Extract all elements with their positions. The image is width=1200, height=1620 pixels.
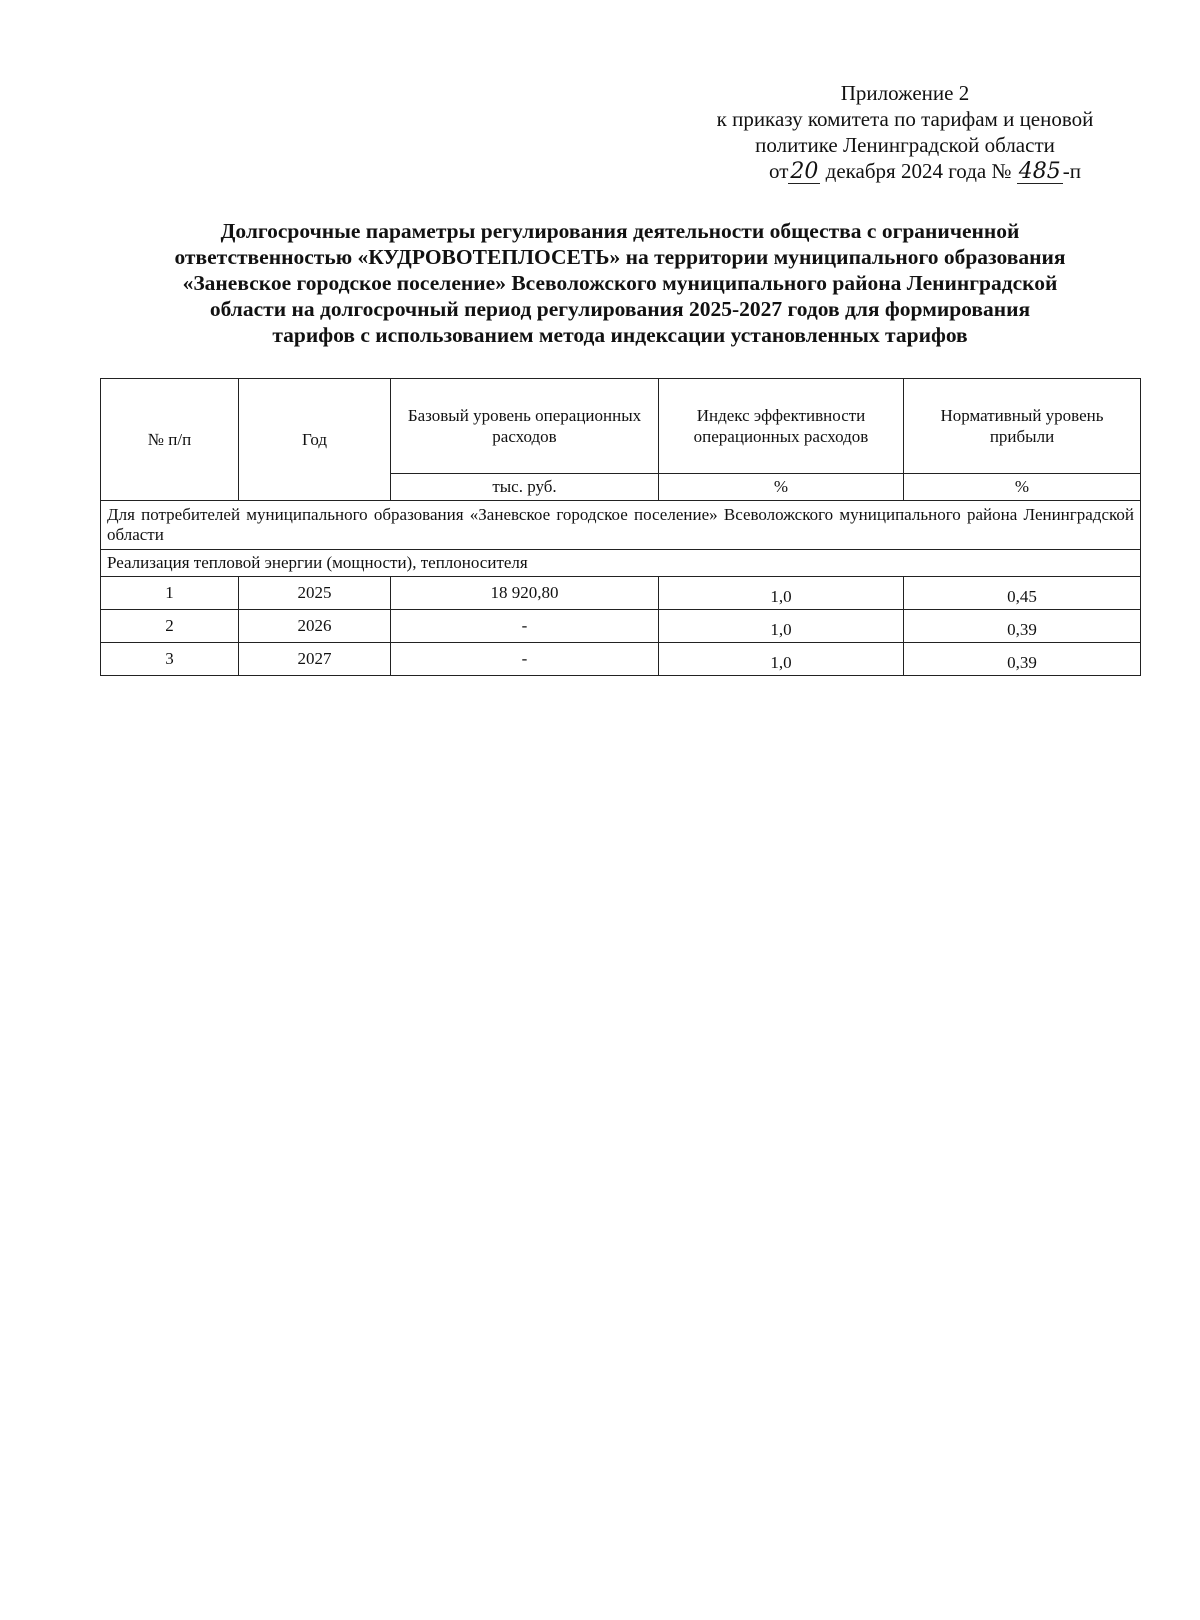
column-header-profit-level: Нормативный уровень прибыли	[904, 379, 1141, 474]
title-line: ответственностью «КУДРОВОТЕПЛОСЕТЬ» на территории муниципального образования	[174, 245, 1066, 269]
cell-efficiency-index: 1,0	[659, 643, 904, 676]
cell-efficiency-index: 1,0	[659, 610, 904, 643]
cell-num: 3	[101, 643, 239, 676]
handwritten-day: 20	[790, 159, 819, 184]
column-header-efficiency-index: Индекс эффективности операционных расходов	[659, 379, 904, 474]
column-header-base-opex: Базовый уровень операционных расходов	[391, 379, 659, 474]
order-date-line	[680, 158, 1130, 184]
cell-num: 2	[101, 610, 239, 643]
table-subgroup-row	[101, 550, 1141, 577]
title-line: Долгосрочные параметры регулирования деятельности общества с ограниченной	[220, 219, 1020, 243]
cell-base-opex: -	[391, 610, 659, 643]
cell-profit-level: 0,45	[904, 577, 1141, 610]
cell-num: 1	[101, 577, 239, 610]
date-rest: декабря 2024 года №	[825, 159, 1012, 183]
cell-base-opex: 18 920,80	[391, 577, 659, 610]
group-label: Для потребителей муниципального образования «Заневское городское поселение» Всеволожского муниципального района Ленинградской области	[101, 501, 1141, 550]
title-line: «Заневское городское поселение» Всеволожского муниципального района Ленинградской	[182, 271, 1058, 295]
cell-year: 2026	[239, 610, 391, 643]
table-group-row	[101, 501, 1141, 550]
table-row	[101, 577, 1141, 610]
cell-year: 2025	[239, 577, 391, 610]
table-header-row	[101, 379, 1141, 474]
unit-efficiency-index: %	[659, 474, 904, 501]
column-header-year: Год	[239, 379, 391, 501]
committee-line: политике Ленинградской области	[755, 133, 1055, 157]
unit-profit-level: %	[904, 474, 1141, 501]
unit-base-opex: тыс. руб.	[391, 474, 659, 501]
subgroup-label: Реализация тепловой энергии (мощности), теплоносителя	[101, 550, 1141, 577]
cell-efficiency-index: 1,0	[659, 577, 904, 610]
order-suffix: -п	[1062, 159, 1081, 183]
cell-profit-level: 0,39	[904, 643, 1141, 676]
cell-year: 2027	[239, 643, 391, 676]
column-header-num: № п/п	[101, 379, 239, 501]
title-line: области на долгосрочный период регулирования 2025-2027 годов для формирования	[209, 297, 1031, 321]
table-row	[101, 610, 1141, 643]
cell-base-opex: -	[391, 643, 659, 676]
order-reference-line: к приказу комитета по тарифам и ценовой	[716, 107, 1094, 131]
appendix-label: Приложение 2	[840, 81, 970, 105]
appendix-header	[680, 80, 1130, 184]
document-title	[110, 218, 1130, 348]
handwritten-order-number: 485	[1018, 159, 1061, 184]
cell-profit-level: 0,39	[904, 610, 1141, 643]
parameters-table	[100, 378, 1141, 676]
table-row	[101, 643, 1141, 676]
title-line: тарифов с использованием метода индексации установленных тарифов	[272, 323, 968, 347]
date-prefix: от	[769, 159, 789, 183]
